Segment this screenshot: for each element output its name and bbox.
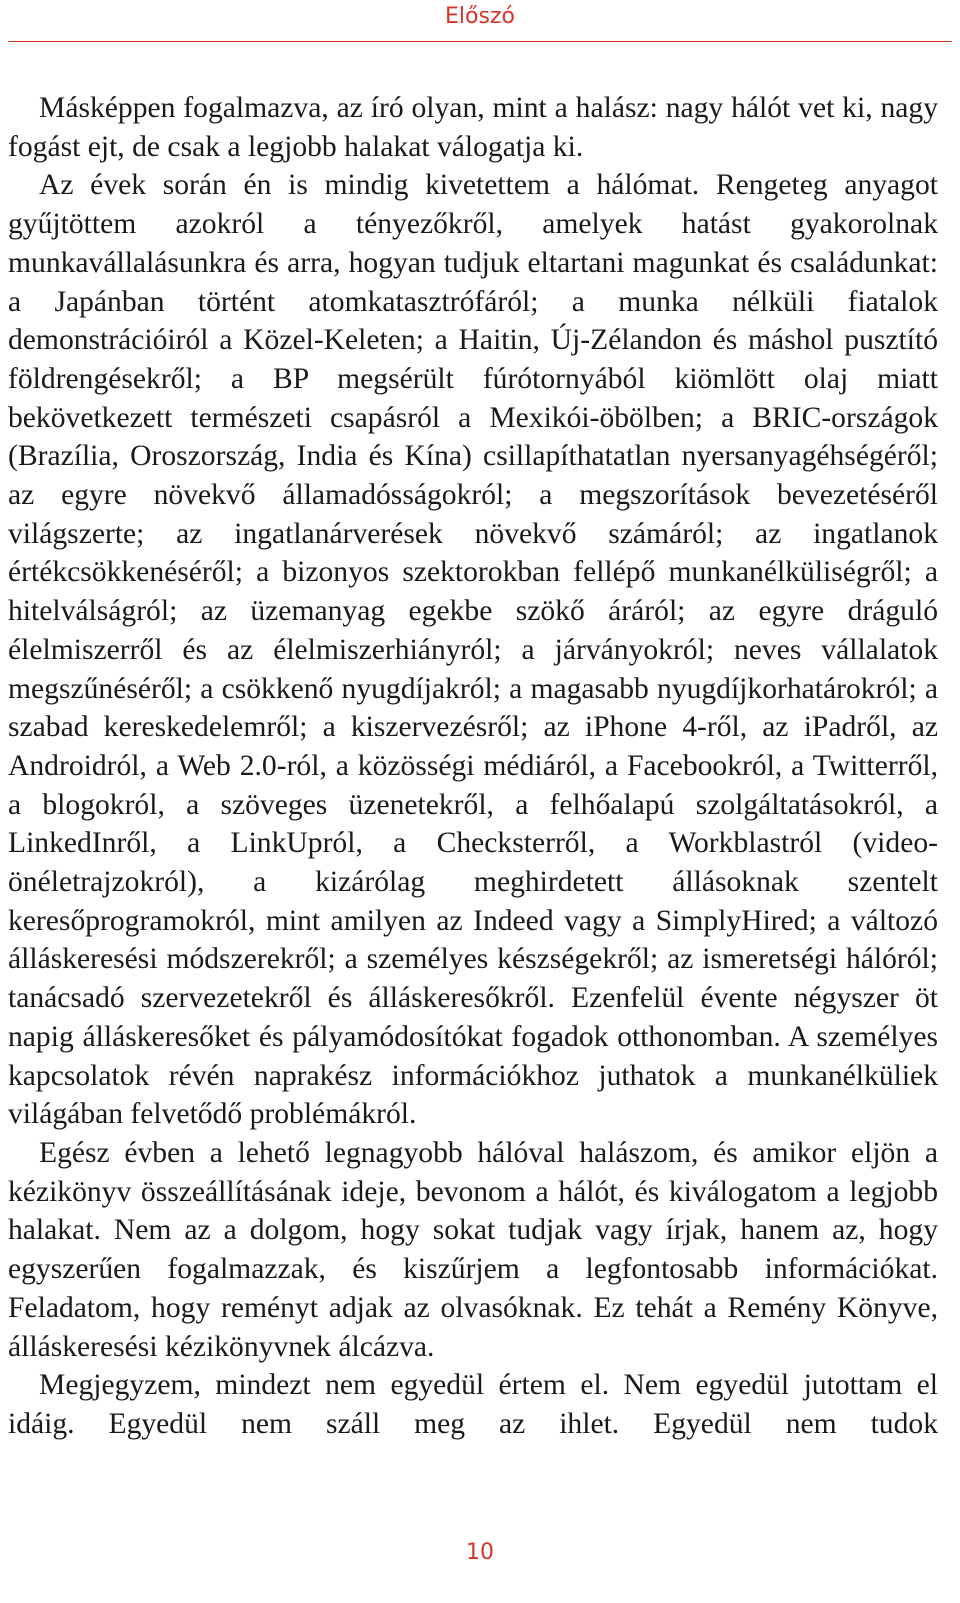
header-divider bbox=[8, 41, 952, 42]
paragraph: Másképpen fogalmazva, az író olyan, mint a halász: nagy hálót vet ki, nagy fogást ejt, de csak a legjobb halakat válogatja ki. bbox=[8, 92, 938, 163]
paragraph: Egész évben a lehető legnagyobb hálóval halászom, és amikor eljön a kézikönyv összeállításának ideje, bevonom a hálót, és kiválogatom a legjobb halakat. Nem az a dolgom, hogy sokat tudjak vagy írjak, hanem az, hogy egyszerűen fogalmazzak, és kiszűrjem a legfontosabb információkat. Feladatom, hogy reményt adjak az olvasóknak. Ez tehát a Remény Könyve, álláskeresési kézikönyvnek álcázva. bbox=[8, 1136, 938, 1363]
body-text bbox=[8, 89, 938, 1444]
paragraph: Az évek során én is mindig kivetettem a hálómat. Rengeteg anyagot gyűjtöttem azokról a tényezőkről, amelyek hatást gyakorolnak munkavállalásunkra és arra, hogyan tudjuk eltartani magunkat és családunkat: a Japánban történt atomkatasztrófáról; a munka nélküli fiatalok demonstrációiról a Közel-Keleten; a Haitin, Új-Zélandon és máshol pusztító földrengésekről; a BP megsérült fúrótornyából kiömlött olaj miatt bekövetkezett természeti csapásról a Mexikói-öbölben; a BRIC-országok (Brazília, Oroszország, India és Kína) csillapíthatatlan nyersanyagéhségéről; az egyre növekvő államadósságokról; a megszorítások bevezetéséről világszerte; az ingatlanárverések növekvő számáról; az ingatlanok értékcsökkenéséről; a bizonyos szektorokban fellépő munkanélküliségről; a hitelválságról; az üzemanyag egekbe szökő áráról; az egyre dráguló élelmiszerről és az élelmiszerhiányról; a járványokról; neves vállalatok megszűnéséről; a csökkenő nyugdíjakról; a magasabb nyugdíjkorhatárokról; a szabad kereskedelemről; a kiszervezésről; az iPhone 4-ről, az iPadről, az Androidról, a Web 2.0-ról, a közösségi médiáról, a Facebookról, a Twitterről, a blogokról, a szöveges üzenetekről, a felhőalapú szolgáltatásokról, a LinkedInről, a LinkUpról, a Checksterről, a Workblastról (video-önéletrajzokról), a kizárólag meghirdetett állásoknak szentelt keresőprogramokról, mint amilyen az Indeed vagy a SimplyHired; a változó álláskeresési módszerekről; a személyes készségekről; az ismeretségi hálóról; tanácsadó szervezetekről és álláskeresőkről. Ezenfelül évente négyszer öt napig álláskeresőket és pályamódosítókat fogadok otthonomban. A személyes kapcsolatok révén naprakész információkhoz juthatok a munkanélküliek világában felvetődő problémákról. bbox=[8, 169, 938, 1131]
paragraph: Megjegyzem, mindezt nem egyedül értem el. Nem egyedül jutottam el idáig. Egyedül nem száll meg az ihlet. Egyedül nem tudok bbox=[8, 1369, 938, 1440]
running-header-title: Előszó bbox=[445, 4, 515, 29]
page-number: 10 bbox=[466, 1540, 494, 1565]
